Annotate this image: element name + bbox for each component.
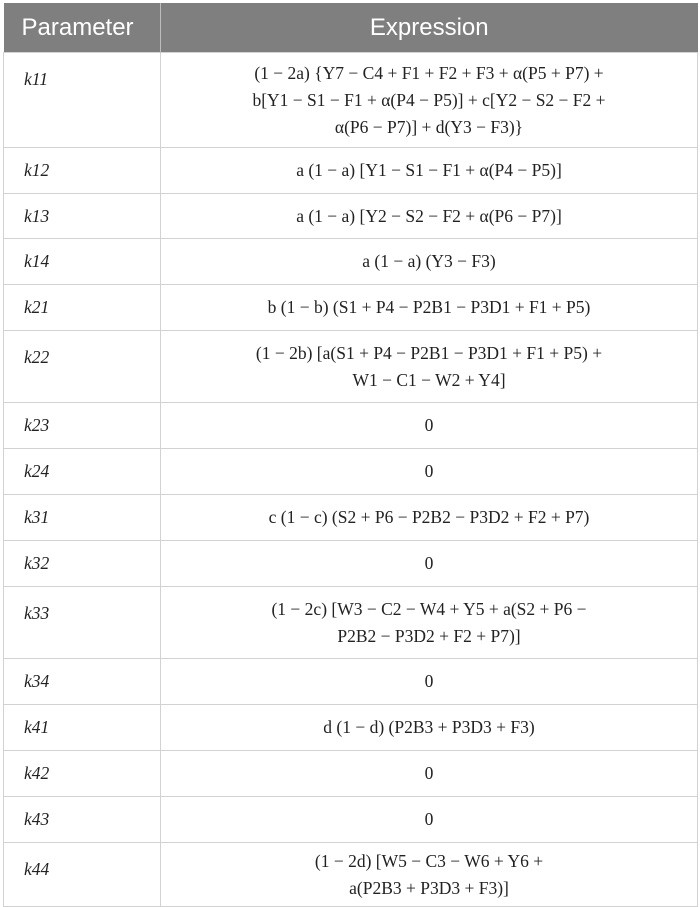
- expression-cell: [161, 285, 698, 331]
- param-cell: k23: [4, 403, 161, 449]
- param-cell: k34: [4, 659, 161, 705]
- expression-cell: [161, 449, 698, 495]
- header-expression: Expression: [161, 3, 698, 53]
- table-row: [4, 239, 698, 285]
- expression-line: (1 − 2c) [W3 − C2 − W4 + Y5 + a(S2 + P6 −: [271, 598, 587, 619]
- expression-line: α(P6 − P7)] + d(Y3 − F3)}: [334, 116, 524, 137]
- table-row: [4, 403, 698, 449]
- table-row: [4, 751, 698, 797]
- param-cell: k42: [4, 751, 161, 797]
- param-cell: k44: [4, 843, 161, 907]
- expression-line: a (1 − a) (Y3 − F3): [362, 251, 496, 271]
- param-cell: k21: [4, 285, 161, 331]
- expression-line: a (1 − a) [Y1 − S1 − F1 + α(P4 − P5)]: [296, 160, 562, 180]
- expression-cell: [161, 541, 698, 587]
- table-row: [4, 587, 698, 659]
- expression-cell: [161, 53, 698, 148]
- table-row: [4, 797, 698, 843]
- table-row: [4, 194, 698, 239]
- expression-line: (1 − 2b) [a(S1 + P4 − P2B1 − P3D1 + F1 + P5) +: [255, 342, 603, 363]
- header-parameter: Parameter: [4, 3, 161, 53]
- expression-line: 0: [424, 415, 434, 435]
- table-row: [4, 148, 698, 194]
- expression-cell: [161, 239, 698, 285]
- expression-cell: [161, 751, 698, 797]
- expression-line: P2B2 − P3D2 + F2 + P7)]: [337, 625, 521, 646]
- param-cell: k11: [4, 53, 161, 148]
- expression-line: b (1 − b) (S1 + P4 − P2B1 − P3D1 + F1 + P5): [267, 297, 591, 317]
- param-cell: k43: [4, 797, 161, 843]
- header-row: [4, 3, 698, 53]
- table-row: [4, 331, 698, 403]
- expression-line: 0: [424, 461, 434, 481]
- table-row: [4, 705, 698, 751]
- expression-cell: [161, 843, 698, 907]
- param-cell: k32: [4, 541, 161, 587]
- table-row: [4, 541, 698, 587]
- expression-line: (1 − 2d) [W5 − C3 − W6 + Y6 +: [314, 850, 544, 871]
- expression-line: W1 − C1 − W2 + Y4]: [352, 369, 506, 390]
- expression-line: 0: [424, 809, 434, 829]
- param-cell: k41: [4, 705, 161, 751]
- expression-line: d (1 − d) (P2B3 + P3D3 + F3): [323, 717, 535, 737]
- param-cell: k14: [4, 239, 161, 285]
- param-cell: k12: [4, 148, 161, 194]
- expression-cell: [161, 705, 698, 751]
- expression-line: (1 − 2a) {Y7 − C4 + F1 + F2 + F3 + α(P5 + P7) +: [254, 62, 604, 83]
- expression-line: 0: [424, 763, 434, 783]
- param-cell: k13: [4, 194, 161, 239]
- expression-line: b[Y1 − S1 − F1 + α(P4 − P5)] + c[Y2 − S2 − F2 +: [252, 89, 606, 110]
- table-row: [4, 449, 698, 495]
- expression-line: a(P2B3 + P3D3 + F3)]: [349, 877, 509, 898]
- table-row: [4, 659, 698, 705]
- param-cell: k33: [4, 587, 161, 659]
- table-row: [4, 285, 698, 331]
- table-row: [4, 843, 698, 907]
- expression-cell: [161, 403, 698, 449]
- table-row: [4, 495, 698, 541]
- expression-line: a (1 − a) [Y2 − S2 − F2 + α(P6 − P7)]: [296, 205, 562, 226]
- expression-cell: [161, 194, 698, 239]
- param-cell: k22: [4, 331, 161, 403]
- expression-cell: [161, 331, 698, 403]
- expression-cell: [161, 797, 698, 843]
- table-row: [4, 53, 698, 148]
- expression-cell: [161, 587, 698, 659]
- expression-cell: [161, 659, 698, 705]
- param-cell: k24: [4, 449, 161, 495]
- expression-cell: [161, 495, 698, 541]
- parameter-table: [3, 3, 698, 907]
- expression-line: 0: [424, 671, 434, 691]
- param-cell: k31: [4, 495, 161, 541]
- expression-line: c (1 − c) (S2 + P6 − P2B2 − P3D2 + F2 + P7): [268, 507, 590, 527]
- expression-line: 0: [424, 553, 434, 573]
- expression-cell: [161, 148, 698, 194]
